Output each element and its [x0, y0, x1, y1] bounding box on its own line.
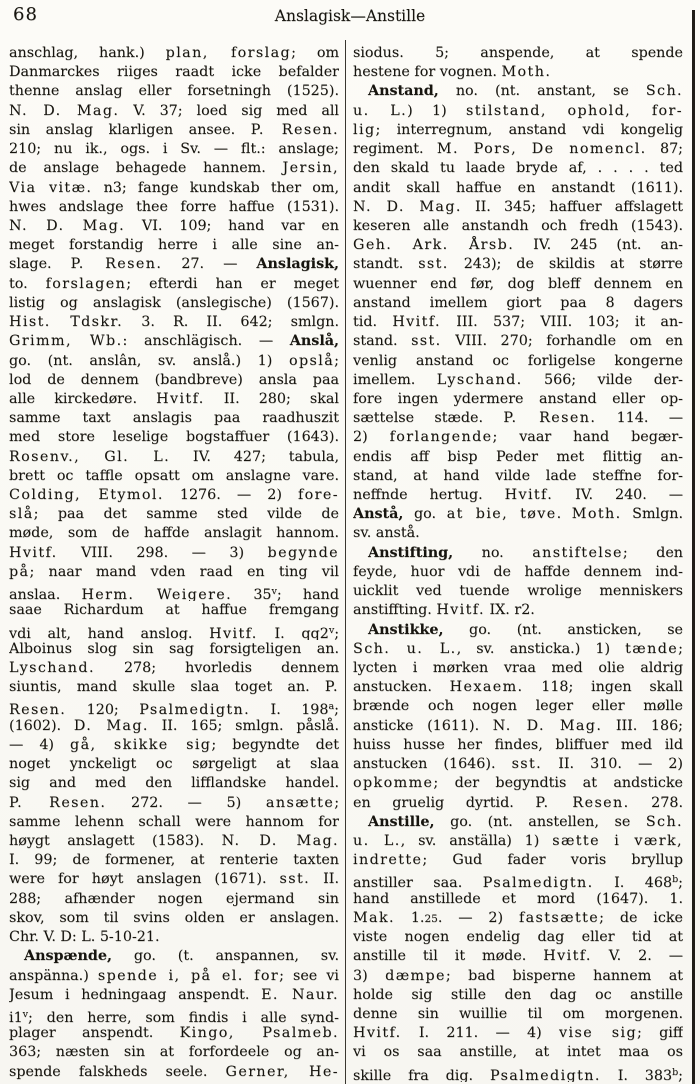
- text-line: listig og anslagisk (anslegische) (1567).: [9, 294, 339, 311]
- text-line: neffnde hertug. Hvitf. IV. 240. —: [353, 487, 683, 504]
- text-line: indrette; Gud fader voris bryllup: [353, 852, 683, 869]
- text-line: Hvitf. I. 211. — 4) vise sig; giff: [353, 1025, 683, 1042]
- text-line: slage. P. Resen. 27. — Anslagisk,: [9, 256, 339, 273]
- text-line: were for høyt anslagen (1671). sst. II.: [9, 871, 339, 888]
- text-line: Anstå, go. at bie, tøve. Moth. Smlgn.: [353, 506, 683, 523]
- text-line: sig and med den lifflandske handel.: [9, 775, 339, 792]
- text-line: anstucken. Hexaem. 118; ingen skall: [353, 679, 683, 696]
- text-line: Anstikke, go. (nt. ansticken, se: [368, 621, 683, 638]
- text-line: andit skall haffue en anstandt (1611).: [353, 179, 683, 196]
- text-line: u. L.) 1) stilstand, ophold, for-: [353, 102, 683, 119]
- text-line: regiment. M. Pors, De nomencl. 87;: [353, 141, 683, 158]
- text-line: fore ingen ydermere anstand eller op-: [353, 390, 683, 407]
- text-line: P. Resen. 272. — 5) ansætte;: [9, 794, 339, 811]
- text-line: anspänna.) spende i, på el. for; see vi: [9, 967, 339, 984]
- text-line: sættelse stæde. P. Resen. 114. —: [353, 410, 683, 427]
- text-line: endis aff bisp Peder met flittig an-: [353, 448, 683, 465]
- text-line: venlig anstand oc forligelse kongerne: [353, 352, 683, 369]
- text-line: saae Richardum at haffue fremgang: [9, 602, 339, 619]
- text-line: standt. sst. 243); de skildis at større: [353, 256, 683, 273]
- text-line: de anslage behagede hannem. Jersin,: [9, 160, 339, 177]
- text-line: anschlag, hank.) plan, forslag; om: [9, 45, 339, 61]
- text-line: uicklit ved tuende wrolige menniskers: [353, 583, 683, 600]
- text-line: 363; næsten sin at forfordeele og an-: [9, 1044, 339, 1061]
- text-line: Grimm, Wb.: anschlägisch. — Anslå,: [9, 333, 339, 350]
- text-line: hand anstillede et mord (1647). 1.: [353, 890, 683, 907]
- text-line: Chr. V. D: L. 5-10-21.: [9, 929, 160, 946]
- text-line: N. D. Mag. II. 345; haffuer affslagett: [353, 198, 683, 215]
- text-line: på; naar mand vden raad en ting vil: [9, 563, 339, 580]
- text-line: samme taxt anslagis paa raadhuszit: [9, 410, 339, 427]
- text-line: anstand imellem giort paa 8 dagers: [353, 294, 683, 311]
- text-line: Anspænde, go. (t. anspannen, sv.: [24, 948, 339, 965]
- text-line: N. D. Mag. V. 37; loed sig med all: [9, 102, 339, 119]
- text-line: Alboinus slog sin sag forsigteligen an.: [9, 640, 339, 657]
- text-line: u. L., sv. anställa) 1) sætte i værk,: [353, 832, 683, 849]
- text-line: huiss husse her findes, bliffuer med ild: [353, 736, 683, 753]
- text-line: Hist. Tdskr. 3. R. II. 642; smlgn.: [9, 314, 339, 331]
- text-line: N. D. Mag. VI. 109; hand var en: [9, 217, 339, 234]
- text-line: en gruelig dyrtid. P. Resen. 278.: [353, 794, 683, 811]
- text-line: stand. sst. VIII. 270; forhandle om en: [353, 333, 683, 350]
- text-line: sin anslag klarligen ansee. P. Resen.: [9, 121, 339, 138]
- text-line: hwes andslage thee forre haffue (1531).: [9, 198, 339, 215]
- text-line: imellem. Lyschand. 566; vilde der-: [353, 371, 683, 388]
- text-line: Geh. Ark. Årsb. IV. 245 (nt. an-: [353, 237, 683, 254]
- text-line: Danmarckes riiges raadt icke befalder: [9, 64, 339, 81]
- text-line: meget forstandig herre i alle sine an-: [9, 237, 339, 254]
- text-line: anslaa. Herm. Weigere. 35$^v$; hand: [9, 586, 339, 602]
- text-line: (1602). D. Mag. II. 165; smlgn. påslå.: [9, 717, 339, 734]
- text-line: 3) dæmpe; bad bisperne hannem at: [353, 967, 683, 984]
- text-line: Anstille, go. (nt. anstellen, se Sch.: [368, 813, 683, 830]
- text-line: skov, som til svins olden er anslagen.: [9, 909, 339, 926]
- page-number: 68: [13, 4, 38, 25]
- column-divider-rule: [345, 40, 346, 1084]
- text-line: vi os saa anstille, at intet maa os: [353, 1044, 683, 1061]
- text-line: hestene for vognen. Moth.: [353, 64, 552, 81]
- text-line: spende falskheds seele. Gerner, He-: [9, 1063, 339, 1080]
- text-line: anstiller saa. Psalmedigtn. I. 468$^b$;: [353, 874, 683, 890]
- text-line: ansticke (1611). N. D. Mag. III. 186;: [353, 717, 683, 734]
- text-line: holde sig stille den dag oc anstille: [353, 986, 683, 1003]
- text-line: møde, som de haffde anslagit hannom.: [9, 525, 339, 542]
- text-line: to. forslagen; efterdi han er meget: [9, 275, 339, 292]
- text-line: Sch. u. L., sv. ansticka.) 1) tænde;: [353, 640, 683, 657]
- text-line: Anstifting, no. anstiftelse; den: [368, 544, 683, 561]
- text-line: denne sin wuillie til om morgenen.: [353, 1005, 683, 1022]
- text-line: 2) forlangende; vaar hand begær-: [353, 429, 683, 446]
- text-line: i1$^v$; den herre, som findis i alle synd-: [9, 1008, 339, 1025]
- text-line: sv. anstå.: [353, 525, 420, 542]
- text-line: lig; interregnum, anstand vdi kongelig: [353, 121, 683, 138]
- text-line: Resen. 120; Psalmedigtn. I. 198$^a$;: [9, 701, 339, 717]
- right-edge-scan-line: [692, 10, 695, 1084]
- text-line: høygt anslagett (1583). N. D. Mag.: [9, 832, 339, 849]
- text-line: feyde, huor vdi de haffde dennem ind-: [353, 563, 683, 580]
- text-line: brett oc taffle opsatt om anslagne vare.: [9, 467, 339, 484]
- running-header: Anslagisk—Anstille: [274, 7, 426, 25]
- text-line: noget ynckeligt oc sørgeligt at slaa: [9, 756, 339, 773]
- text-line: thenne anslag eller forsetningh (1525).: [9, 83, 339, 100]
- text-line: plager anspendt. Kingo, Psalmeb.: [9, 1025, 339, 1042]
- text-line: Hvitf. VIII. 298. — 3) begynde: [9, 544, 339, 561]
- text-line: den skald tu laade bryde af, . . . . ted: [353, 160, 683, 177]
- text-line: go. (nt. anslân, sv. anslå.) 1) opslå;: [9, 352, 339, 369]
- text-line: Mak. 1.25. — 2) fastsætte; de icke: [353, 909, 683, 926]
- text-line: 288; afhænder nogen ejermand sin: [9, 890, 339, 907]
- text-line: lycten i mørken vraa med olie aldrig: [353, 660, 683, 676]
- text-line: stand, at hand vilde lade steffne for-: [353, 467, 683, 484]
- text-line: skille fra dig. Psalmedigtn. I. 383$^b$;: [353, 1066, 683, 1082]
- text-line: anstiffting. Hvitf. IX. r2.: [353, 602, 535, 619]
- text-line: anstucken (1646). sst. II. 310. — 2): [353, 756, 683, 773]
- text-line: alle kirckedøre. Hvitf. II. 280; skal: [9, 390, 339, 407]
- text-line: siuntis, mand skulle slaa toget an. P.: [9, 679, 339, 696]
- text-line: tid. Hvitf. III. 537; VIII. 103; it an-: [353, 314, 683, 331]
- text-line: lod de dennem (bandbreve) ansla paa: [9, 371, 339, 388]
- text-line: vdi alt, hand anslog. Hvitf. I. qq2$^v$;: [9, 624, 339, 640]
- text-line: wuenner end før, dog bleff dennem en: [353, 275, 683, 292]
- text-line: siodus. 5; anspende, at spende: [353, 45, 683, 61]
- text-line: Colding, Etymol. 1276. — 2) fore-: [9, 487, 339, 504]
- text-line: Via vitæ. n3; fange kundskab ther om,: [9, 179, 339, 196]
- text-line: slå; paa det samme sted vilde de: [9, 506, 339, 523]
- text-line: opkomme; der begyndtis at andsticke: [353, 775, 683, 792]
- left-text-column: [9, 44, 339, 1082]
- text-line: Anstand, no. (nt. anstant, se Sch.: [368, 83, 683, 100]
- text-line: Lyschand. 278; hvorledis dennem: [9, 660, 339, 676]
- text-line: anstille til it møde. Hvitf. V. 2. —: [353, 948, 683, 965]
- text-line: brænde och nogen leger eller mølle: [353, 698, 683, 715]
- text-line: 210; nu ik., ogs. i Sv. — flt.: anslage;: [9, 141, 339, 158]
- text-line: viste nogen endelig dag eller tid at: [353, 929, 683, 946]
- text-line: — 4) gå, skikke sig; begyndte det: [9, 736, 339, 753]
- text-line: Jesum i hedningaag anspendt. E. Naur.: [9, 986, 339, 1003]
- right-text-column: [353, 44, 683, 1082]
- text-line: samme lehenn schall were hannom for: [9, 813, 339, 830]
- text-line: keseren alle anstandh och fredh (1543).: [353, 217, 683, 234]
- text-line: I. 99; de formener, at renterie taxten: [9, 852, 339, 869]
- text-line: Rosenv., Gl. L. IV. 427; tabula,: [9, 448, 339, 465]
- text-line: med store leselige bogstaffuer (1643).: [9, 429, 339, 446]
